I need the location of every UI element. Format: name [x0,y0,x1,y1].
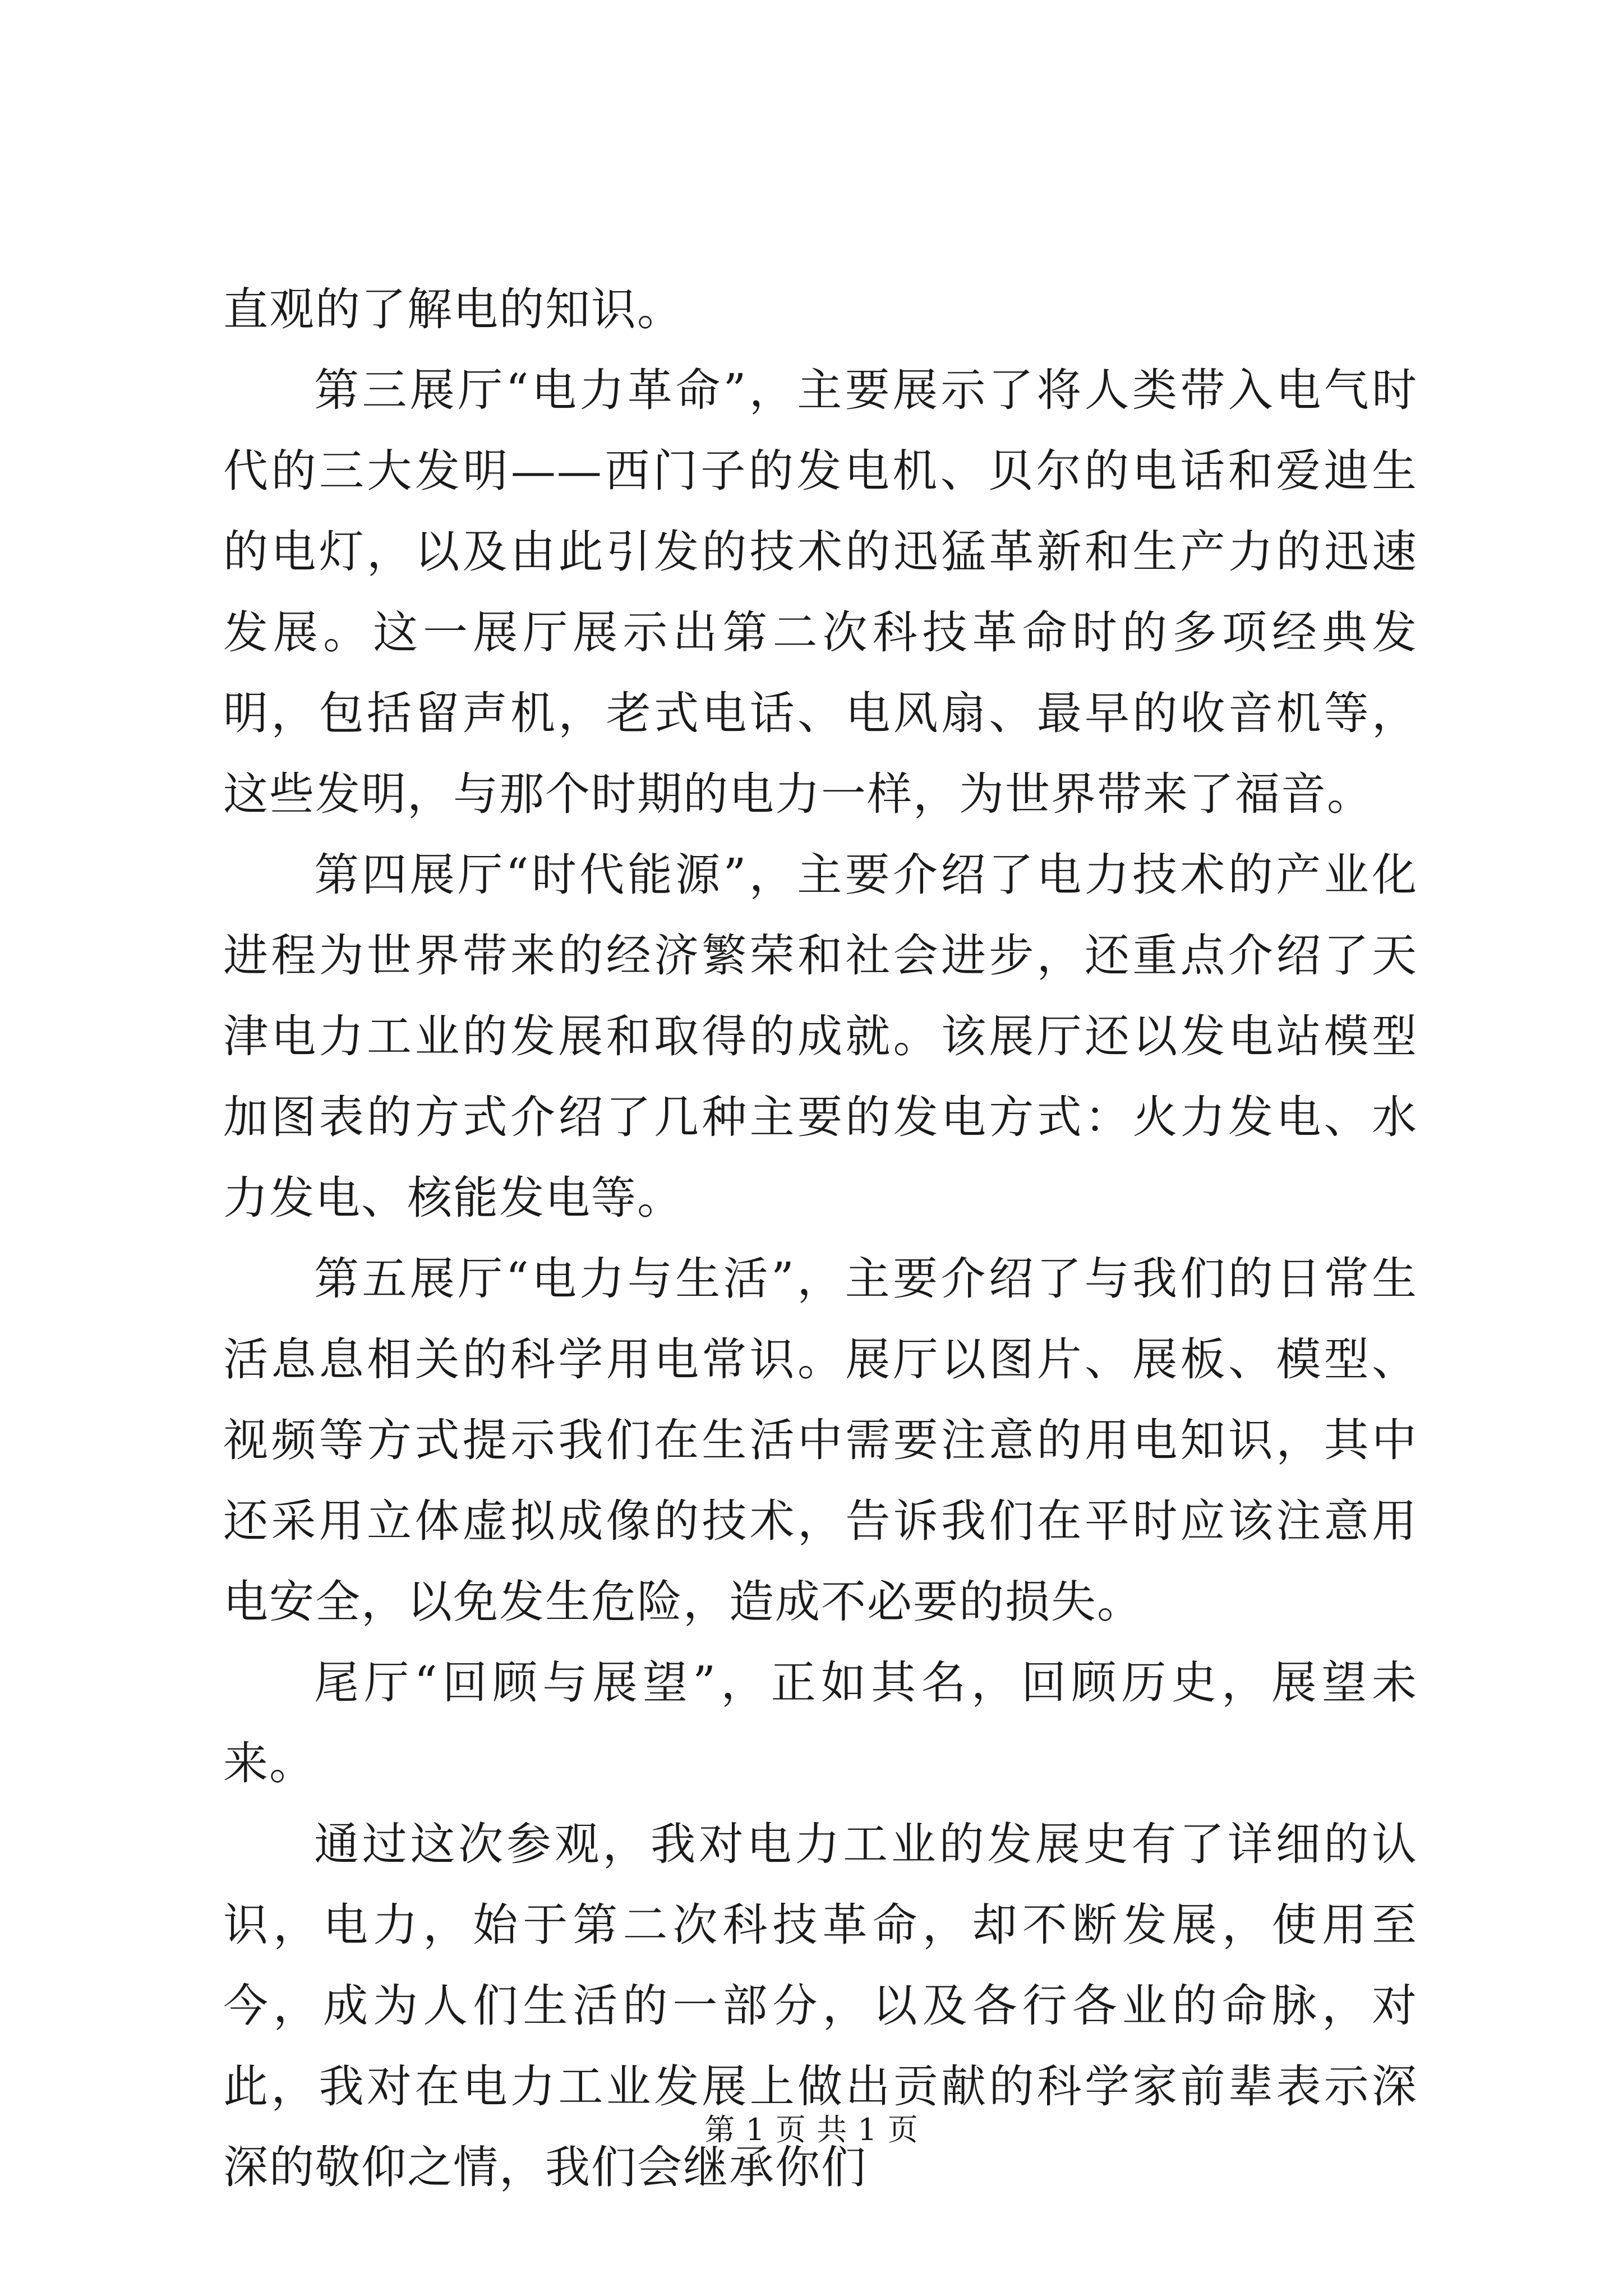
page-footer: 第 1 页 共 1 页 [704,2112,919,2147]
paragraph-5: 尾厅“回顾与展望”，正如其名，回顾历史，展望未来。 [223,1657,1418,1789]
paragraph-2: 第三展厅“电力革命”，主要展示了将人类带入电气时代的三大发明——西门子的发电机、贝尔的电话和爱迪生的电灯，以及由此引发的技术的迅猛革新和生产力的迅速发展。这一展厅展示出第二次科技革命时的多项经典发明，包括留声机，老式电话、电风扇、最早的收音机等，这些发明，与那个时期的电力一样，为世界带来了福音。 [223,364,1418,820]
paragraph-6: 通过这次参观，我对电力工业的发展史有了详细的认识，电力，始于第二次科技革命，却不断发展，使用至今，成为人们生活的一部分，以及各行各业的命脉，对此，我对在电力工业发展上做出贡献的科学家前辈表示深深的敬仰之情，我们会继承你们 [223,1818,1418,2193]
paragraph-1: 直观的了解电的知识。 [223,283,683,335]
paragraph-3: 第四展厅“时代能源”，主要介绍了电力技术的产业化进程为世界带来的经济繁荣和社会进步，还重点介绍了天津电力工业的发展和取得的成就。该展厅还以发电站模型加图表的方式介绍了几种主要的发电方式：火力发电、水力发电、核能发电等。 [223,849,1418,1224]
paragraph-4: 第五展厅“电力与生活”，主要介绍了与我们的日常生活息息相关的科学用电常识。展厅以图片、展板、模型、视频等方式提示我们在生活中需要注意的用电知识，其中还采用立体虚拟成像的技术，告诉我们在平时应该注意用电安全，以免发生危险，造成不必要的损失。 [223,1253,1418,1628]
document-body [223,269,1418,2208]
